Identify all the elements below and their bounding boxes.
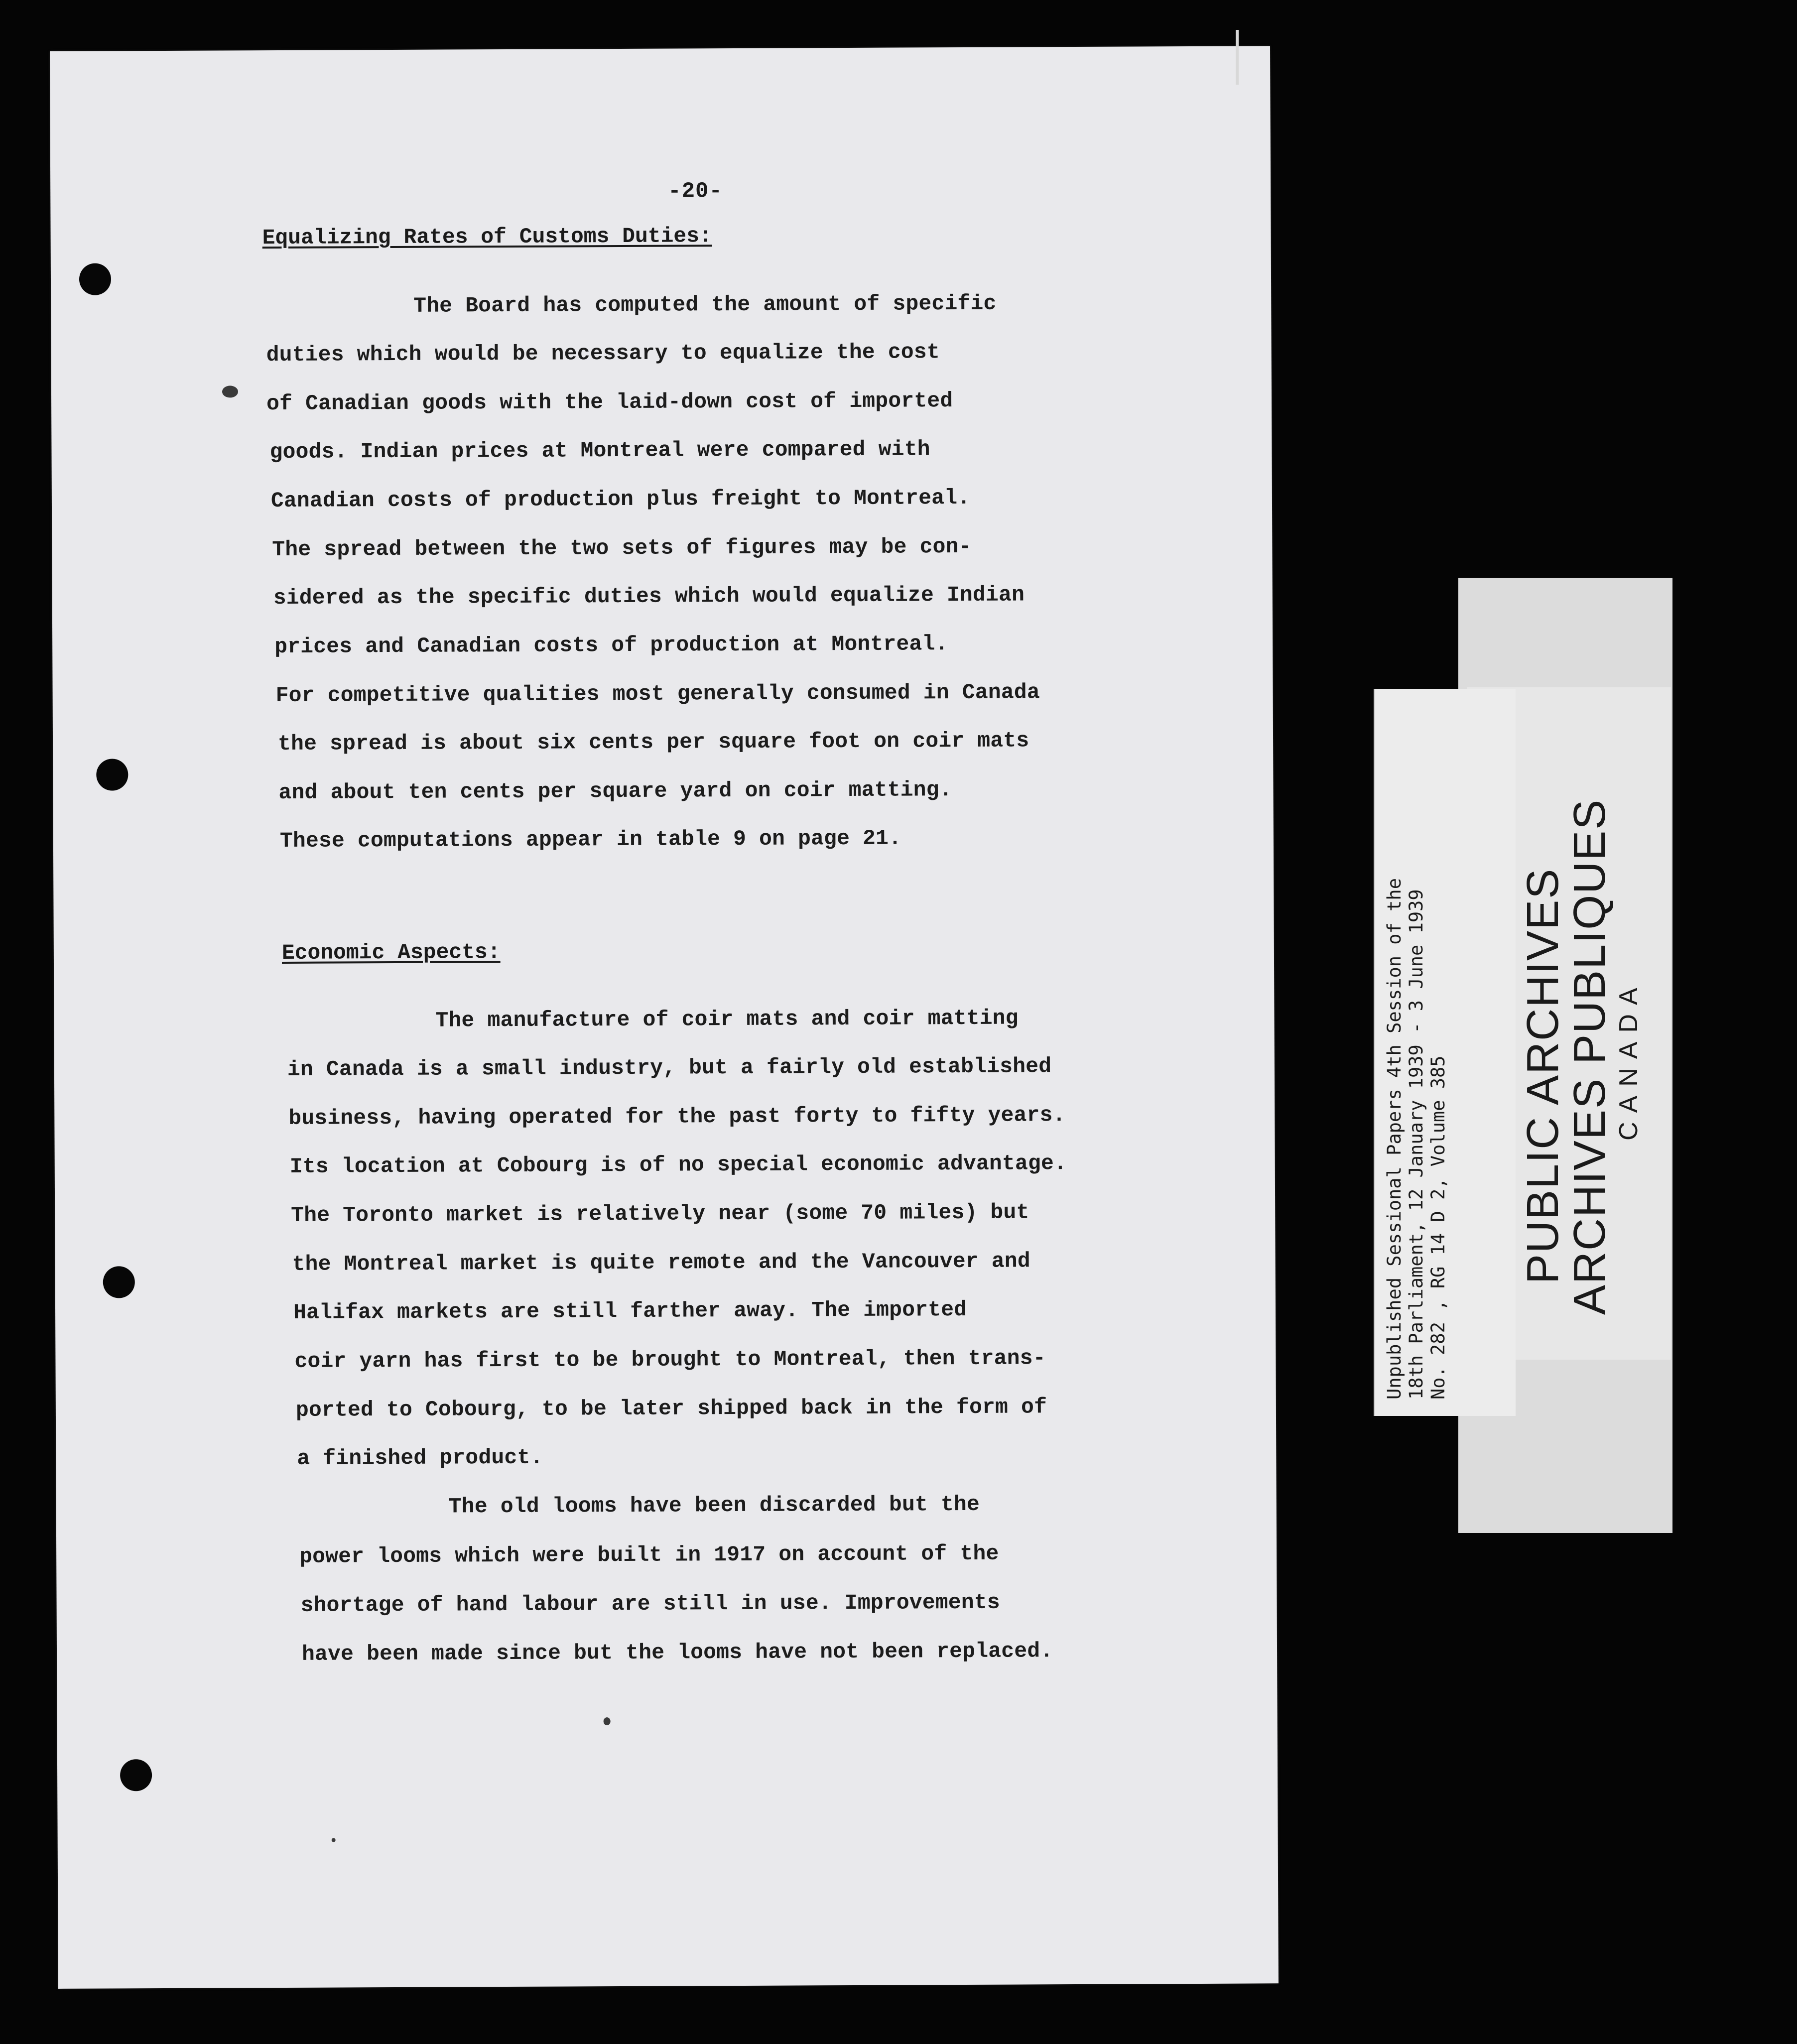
paragraph-line: shortage of hand labour are still in use. Improvements bbox=[300, 1590, 1000, 1618]
paragraph-line: and about ten cents per square yard on coir matting. bbox=[278, 777, 952, 805]
punch-hole bbox=[103, 1266, 135, 1298]
ink-speck bbox=[222, 385, 238, 397]
paragraph-line: power looms which were built in 1917 on account of the bbox=[299, 1541, 999, 1569]
paragraph-line: Halifax markets are still farther away. The imported bbox=[293, 1297, 967, 1325]
paragraph-line: a finished product. bbox=[297, 1445, 543, 1471]
punch-hole bbox=[79, 263, 111, 295]
paragraph-line: duties which would be necessary to equalize the cost bbox=[266, 340, 940, 368]
paragraph-line: coir yarn has first to be brought to Montreal, then trans- bbox=[294, 1346, 1046, 1374]
paragraph-line: business, having operated for the past forty to fifty years. bbox=[288, 1103, 1066, 1131]
paragraph-line: Canadian costs of production plus freight to Montreal. bbox=[270, 485, 971, 513]
paragraph-line: For competitive qualities most generally consumed in Canada bbox=[275, 680, 1040, 708]
archive-reference-line: No. 282 , RG 14 D 2, Volume 385 bbox=[1427, 1055, 1449, 1400]
paragraph-line: The spread between the two sets of figures may be con- bbox=[272, 534, 972, 562]
paragraph-line: The Board has computed the amount of specific bbox=[413, 291, 997, 318]
paragraph-line: have been made since but the looms have not been replaced. bbox=[301, 1639, 1053, 1666]
punch-hole bbox=[120, 1759, 152, 1791]
paragraph-line: These computations appear in table 9 on page 21. bbox=[279, 826, 902, 853]
paragraph-line: goods. Indian prices at Montreal were compared with bbox=[269, 437, 930, 465]
paragraph-line: The Toronto market is relatively near (some 70 miles) but bbox=[291, 1200, 1029, 1228]
section-heading-customs-duties: Equalizing Rates of Customs Duties: bbox=[262, 224, 712, 251]
stamp-public-archives: PUBLIC ARCHIVES bbox=[1518, 868, 1568, 1284]
stamp-archives-publiques: ARCHIVES PUBLIQUES bbox=[1565, 798, 1615, 1315]
section-heading-economic-aspects: Economic Aspects: bbox=[281, 940, 501, 965]
paragraph-line: The manufacture of coir mats and coir matting bbox=[435, 1006, 1019, 1033]
page-edge bbox=[1236, 30, 1239, 85]
paragraph-line: ported to Cobourg, to be later shipped back in the form of bbox=[295, 1395, 1047, 1422]
document-page bbox=[50, 46, 1279, 1989]
archive-reference-line: Unpublished Sessional Papers 4th Session of the bbox=[1384, 878, 1405, 1400]
stamp-canada: CANADA bbox=[1614, 979, 1643, 1141]
punch-hole bbox=[96, 759, 128, 790]
paragraph-line: prices and Canadian costs of production at Montreal. bbox=[274, 632, 948, 659]
paragraph-line: in Canada is a small industry, but a fairly old established bbox=[287, 1054, 1052, 1082]
paragraph-line: The old looms have been discarded but the bbox=[448, 1492, 980, 1519]
paragraph-line: sidered as the specific duties which would equalize Indian bbox=[273, 582, 1025, 611]
archive-reference-line: 18th Parliament, 12 January 1939 - 3 June 1939 bbox=[1406, 889, 1427, 1400]
paragraph-line: Its location at Cobourg is of no special economic advantage. bbox=[289, 1151, 1067, 1179]
page-number: -20- bbox=[668, 179, 723, 204]
paragraph-line: the Montreal market is quite remote and the Vancouver and bbox=[292, 1249, 1030, 1277]
paragraph-line: of Canadian goods with the laid-down cost of imported bbox=[266, 388, 953, 416]
paragraph-line: the spread is about six cents per square foot on coir mats bbox=[277, 728, 1029, 757]
ink-speck bbox=[332, 1838, 336, 1842]
ink-speck bbox=[604, 1717, 611, 1725]
